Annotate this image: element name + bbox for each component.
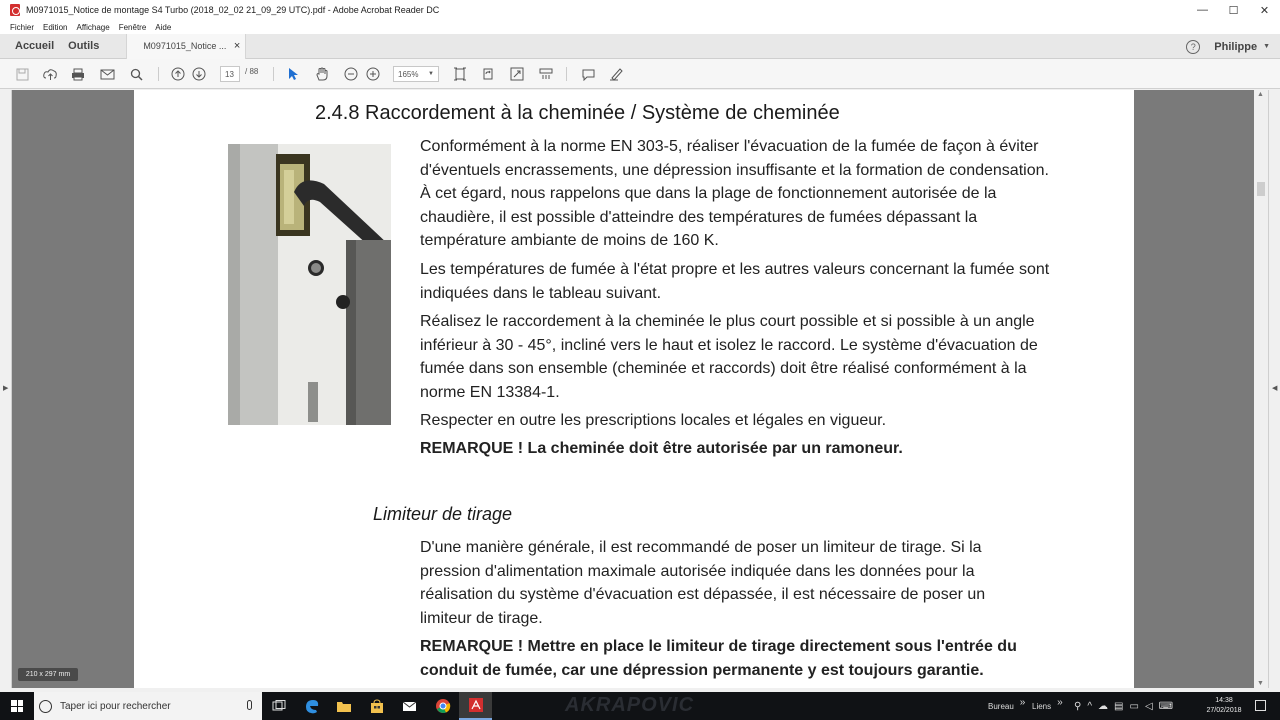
toolbar-separator — [273, 67, 274, 81]
chevron-down-icon: ▼ — [428, 71, 434, 77]
menu-edition[interactable]: Edition — [43, 22, 68, 32]
menu-fenetre[interactable]: Fenêtre — [118, 22, 147, 32]
liens-chevron[interactable]: » — [1057, 696, 1063, 708]
bureau-chevron[interactable]: » — [1019, 696, 1026, 708]
hand-tool-icon[interactable] — [314, 66, 330, 82]
scroll-down-icon[interactable]: ▼ — [1257, 680, 1264, 687]
page-size-badge: 210 x 297 mm — [18, 668, 78, 681]
window-controls — [1187, 0, 1280, 20]
toolbar-bureau[interactable] — [988, 692, 1025, 720]
select-pointer-icon[interactable] — [285, 66, 301, 82]
chevron-left-icon[interactable]: ◀ — [1272, 385, 1278, 392]
paragraph-1: Conformément à la norme EN 303-5, réaliser l'évacuation de la fumée de façon à éviter d'éventuels encrassements, une dépression insuffisante et la formation de condensation. À cet égard, nous rappelons que dans la plage de fonctionnement autorisée de la chaudière, il est possible d'atteindre des températures de fumées dépassant la température ambiante de moins de 160 K. — [420, 138, 1049, 250]
next-page-icon[interactable] — [191, 66, 207, 82]
edge-browser-icon[interactable] — [295, 692, 328, 720]
menu-bar — [0, 20, 1280, 34]
page-fit-icon[interactable] — [452, 66, 468, 82]
system-clock[interactable] — [1202, 696, 1246, 716]
page-total: / 88 — [245, 67, 259, 76]
close-button[interactable]: ✕ — [1259, 4, 1270, 17]
zoom-in-icon[interactable] — [365, 66, 381, 82]
menu-aide[interactable]: Aide — [155, 22, 172, 32]
maximize-button[interactable]: ☐ — [1228, 4, 1239, 17]
sign-pen-icon[interactable] — [608, 66, 624, 82]
right-panel-toggle[interactable] — [1268, 90, 1280, 688]
people-icon[interactable]: ⚲ — [1074, 700, 1088, 712]
previous-page-icon[interactable] — [170, 66, 186, 82]
system-tray[interactable] — [1074, 692, 1179, 720]
chimney-connection-figure — [228, 144, 391, 425]
search-icon[interactable] — [128, 66, 144, 82]
chevron-down-icon[interactable]: ▼ — [1263, 43, 1270, 50]
microphone-icon[interactable] — [247, 700, 252, 710]
scroll-up-icon[interactable]: ▲ — [1257, 91, 1264, 98]
section-heading: 2.4.8 Raccordement à la cheminée / Système de cheminée — [315, 102, 840, 124]
toolbar-separator — [566, 67, 567, 81]
store-icon[interactable] — [360, 692, 393, 720]
upload-cloud-icon[interactable] — [42, 66, 58, 82]
scroll-mode-icon[interactable] — [538, 66, 554, 82]
zoom-level-value: 165% — [398, 69, 419, 79]
vertical-scrollbar[interactable] — [1254, 90, 1268, 688]
toolbar-liens[interactable] — [1032, 692, 1063, 720]
clock-time: 14:38 — [1215, 697, 1233, 704]
email-icon[interactable] — [99, 66, 115, 82]
start-button[interactable] — [0, 692, 34, 720]
search-placeholder: Taper ici pour rechercher — [60, 700, 171, 712]
tab-document[interactable] — [126, 34, 246, 59]
wallpaper-brand: AKRAPOVIC — [565, 694, 695, 716]
tab-outils[interactable]: Outils — [68, 40, 100, 52]
task-view-icon[interactable] — [262, 692, 295, 720]
windows-logo-icon — [11, 700, 23, 712]
battery-icon[interactable]: ▭ — [1129, 700, 1145, 712]
remark-2: REMARQUE ! Mettre en place le limiteur de tirage directement sous l'entrée du conduit de fumée, car une dépression permanente y est toujours garantie. — [420, 638, 1017, 679]
user-name[interactable]: Philippe — [1214, 40, 1258, 53]
print-icon[interactable] — [70, 66, 86, 82]
notification-icon[interactable] — [1255, 700, 1266, 711]
tray-expand-icon[interactable]: ^ — [1087, 700, 1099, 712]
network-icon[interactable]: ▤ — [1114, 700, 1130, 712]
tab-bar — [0, 34, 1280, 59]
menu-fichier[interactable]: Fichier — [10, 22, 35, 32]
zoom-out-icon[interactable] — [343, 66, 359, 82]
clock-date: 27/02/2018 — [1206, 707, 1242, 714]
remark-1: REMARQUE ! La cheminée doit être autorisée par un ramoneur. — [420, 440, 903, 457]
minimize-button[interactable]: — — [1197, 4, 1208, 16]
window-title: M0971015_Notice de montage S4 Turbo (2018_02_02 21_09_29 UTC).pdf - Adobe Acrobat Reader DC — [26, 5, 440, 15]
left-panel-toggle[interactable] — [0, 90, 12, 688]
liens-label: Liens — [1032, 701, 1052, 711]
toolbar-separator — [158, 67, 159, 81]
paragraph-2: Les températures de fumée à l'état propre et les autres valeurs concernant la fumée sont indiquées dans le tableau suivant. — [420, 261, 1050, 302]
zoom-level-select[interactable] — [393, 66, 439, 82]
acrobat-taskbar-icon[interactable] — [459, 692, 492, 720]
onedrive-icon[interactable]: ☁ — [1098, 700, 1115, 712]
rotate-icon[interactable] — [480, 66, 496, 82]
tab-accueil[interactable]: Accueil — [15, 40, 55, 52]
page-number-input[interactable]: 13 — [220, 66, 240, 82]
document-area[interactable] — [0, 90, 1280, 688]
toolbar — [0, 59, 1280, 89]
save-icon[interactable] — [14, 66, 30, 82]
volume-icon[interactable]: ◁ — [1144, 700, 1159, 712]
paragraph-4: Respecter en outre les prescriptions locales et légales en vigueur. — [420, 412, 887, 429]
taskbar-search[interactable] — [34, 692, 262, 720]
pdf-page — [134, 90, 1134, 688]
help-icon[interactable]: ? — [1186, 40, 1200, 54]
acrobat-icon — [10, 4, 20, 16]
close-tab-icon[interactable]: × — [233, 40, 241, 52]
comment-icon[interactable] — [580, 66, 596, 82]
fullscreen-icon[interactable] — [509, 66, 525, 82]
scroll-thumb[interactable] — [1257, 182, 1265, 196]
chrome-icon[interactable] — [426, 692, 459, 720]
mail-icon[interactable] — [393, 692, 426, 720]
cortana-icon — [39, 700, 52, 713]
taskbar — [0, 692, 1280, 720]
file-explorer-icon[interactable] — [327, 692, 360, 720]
paragraph-5: D'une manière générale, il est recommandé de poser un limiteur de tirage. Si la pression d'alimentation maximale autorisée indiquée dans les données pour la réalisation du système d'évacuation est dépassée, il est nécessaire de poser un limiteur de tirage. — [420, 539, 986, 627]
title-bar — [0, 0, 1280, 20]
chevron-right-icon[interactable]: ▶ — [3, 385, 9, 392]
menu-affichage[interactable]: Affichage — [76, 22, 110, 32]
paragraph-3: Réalisez le raccordement à la cheminée le plus court possible et si possible à un angle inférieur à 30 - 45°, incliné vers le haut et isolez le raccord. Le système d'évacuation de fumée dans son ensemble (cheminée et raccords) doit être réalisé conformément à la norme EN 13384-1. — [420, 313, 1038, 401]
bureau-label: Bureau — [988, 701, 1014, 711]
language-icon[interactable]: ⌨ — [1158, 700, 1180, 712]
subsection-heading: Limiteur de tirage — [373, 504, 513, 524]
document-tab-label: M0971015_Notice ... — [143, 41, 227, 51]
